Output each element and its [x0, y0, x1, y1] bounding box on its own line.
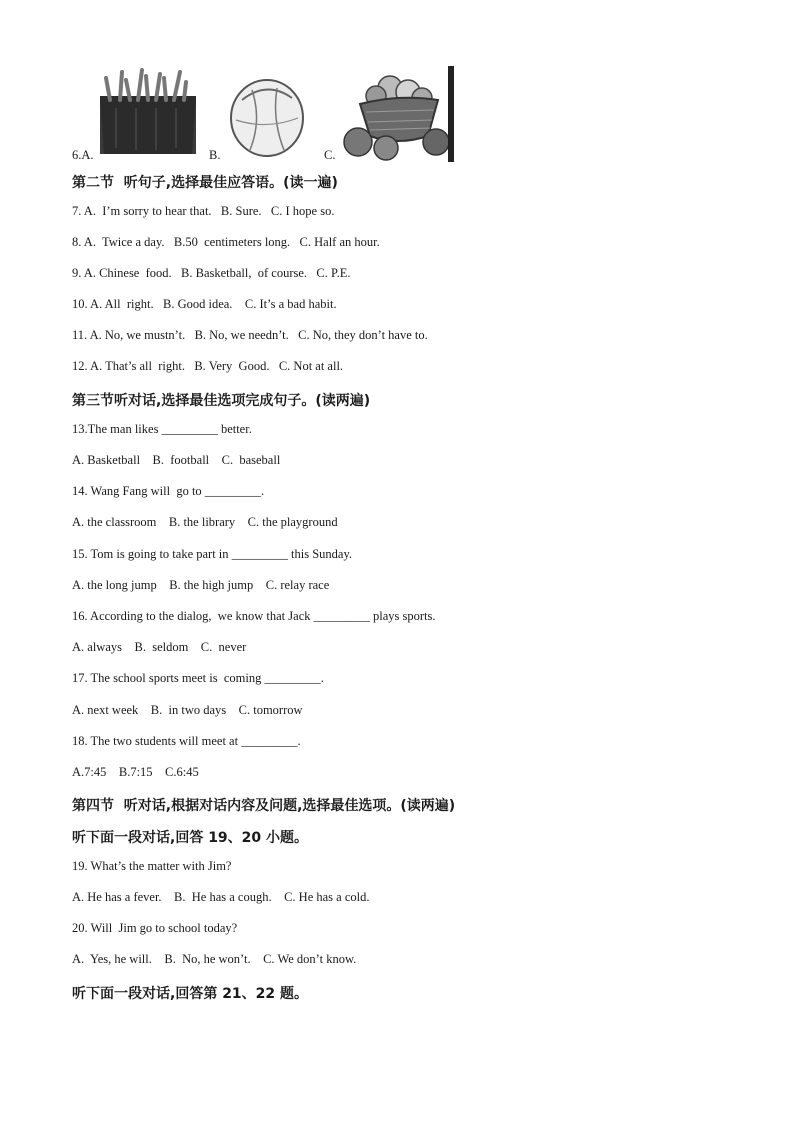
fruit-basket-picture — [342, 66, 454, 162]
question-13-options: A. Basketball B. football C. baseball — [72, 453, 281, 467]
question-20: 20. Will Jim go to school today? — [72, 921, 238, 935]
question-10: 10. A. All right. B. Good idea. C. It’s a bad habit. — [72, 297, 337, 311]
section-4-subheading-21-22: 听下面一段对话,回答第 21、22 题。 — [72, 986, 309, 1002]
question-18-options: A.7:45 B.7:15 C.6:45 — [72, 765, 199, 779]
section-4-subheading-19-20: 听下面一段对话,回答 19、20 小题。 — [72, 830, 309, 846]
question-13: 13.The man likes _________ better. — [72, 422, 252, 436]
question-18: 18. The two students will meet at _________. — [72, 734, 301, 748]
fries-picture — [96, 68, 200, 158]
question-11: 11. A. No, we mustn’t. B. No, we needn’t. C. No, they don’t have to. — [72, 328, 428, 342]
question-8: 8. A. Twice a day. B.50 centimeters long. C. Half an hour. — [72, 235, 380, 249]
cabbage-picture — [222, 70, 312, 160]
question-9: 9. A. Chinese food. B. Basketball, of course. C. P.E. — [72, 266, 351, 280]
question-14-options: A. the classroom B. the library C. the playground — [72, 515, 338, 529]
question-19: 19. What’s the matter with Jim? — [72, 859, 232, 873]
question-16: 16. According to the dialog, we know that Jack _________ plays sports. — [72, 609, 436, 623]
question-14: 14. Wang Fang will go to _________. — [72, 484, 265, 498]
option-c-label: C. — [324, 148, 336, 162]
question-7: 7. A. I’m sorry to hear that. B. Sure. C. I hope so. — [72, 204, 335, 218]
question-16-options: A. always B. seldom C. never — [72, 640, 247, 654]
question-6-images — [0, 66, 794, 166]
question-15-options: A. the long jump B. the high jump C. relay race — [72, 578, 330, 592]
question-19-options: A. He has a fever. B. He has a cough. C. He has a cold. — [72, 890, 370, 904]
option-a-label: 6.A. — [72, 148, 94, 162]
section-3-heading: 第三节听对话,选择最佳选项完成句子。(读两遍) — [72, 393, 371, 409]
question-20-options: A. Yes, he will. B. No, he won’t. C. We don’t know. — [72, 952, 357, 966]
question-15: 15. Tom is going to take part in _________ this Sunday. — [72, 547, 353, 561]
section-2-heading: 第二节 听句子,选择最佳应答语。(读一遍) — [72, 175, 338, 191]
option-b-label: B. — [209, 148, 221, 162]
question-17-options: A. next week B. in two days C. tomorrow — [72, 703, 303, 717]
section-4-heading: 第四节 听对话,根据对话内容及问题,选择最佳选项。(读两遍) — [72, 798, 456, 814]
question-12: 12. A. That’s all right. B. Very Good. C. Not at all. — [72, 359, 344, 373]
question-17: 17. The school sports meet is coming _________. — [72, 671, 324, 685]
